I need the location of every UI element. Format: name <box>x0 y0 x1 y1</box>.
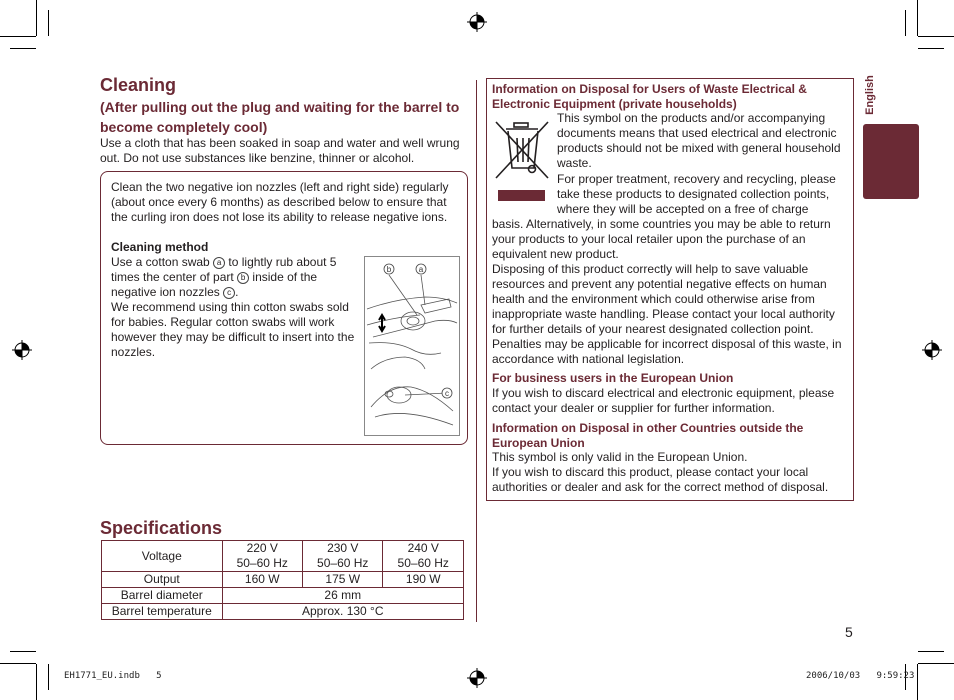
crop-mark <box>917 0 918 36</box>
voltage-cell: 220 V 50–60 Hz <box>222 541 302 572</box>
crop-mark <box>918 663 954 664</box>
output-cell: 190 W <box>383 572 464 588</box>
cleaning-method-text: Use a cotton swab a to lightly rub about 5 times the center of part b inside of the negative ion nozzles c . <box>111 255 337 299</box>
crop-mark <box>0 663 36 664</box>
disposal-resources-text: Disposing of this product correctly will help to save valuable resources and prevent any potential negative effects on human health and the environment which could otherwise arise from inappropriate waste handling. Please contact your local authority for further details of your nearest designated collection point. <box>492 262 835 336</box>
voltage-cell: 230 V 50–60 Hz <box>303 541 383 572</box>
outside-eu-text-1: This symbol is only valid in the European Union. <box>492 450 748 464</box>
footer-file-name: EH1771_EU.indb 5 <box>64 671 162 681</box>
barrel-temperature-value: Approx. 130 °C <box>222 604 463 620</box>
cleaning-method-heading: Cleaning method <box>111 240 209 254</box>
crop-mark <box>918 651 944 652</box>
crossed-out-wheelie-bin-icon <box>492 118 552 204</box>
crop-mark <box>0 36 36 37</box>
language-tab <box>863 124 919 199</box>
disposal-alternative-text: basis. Alternatively, in some countries you may be able to return your products to your local retailer upon the purchase of an equivalent new product. <box>492 217 831 261</box>
footer-timestamp: 2006/10/03 9:59:23 <box>806 671 915 681</box>
registration-mark-icon <box>467 12 487 32</box>
column-divider <box>476 80 477 622</box>
crop-mark <box>918 48 944 49</box>
disposal-heading: Information on Disposal for Users of Waste Electrical & Electronic Equipment (private households) <box>492 82 807 111</box>
business-users-heading: For business users in the European Union <box>492 371 734 385</box>
crop-mark <box>905 10 906 36</box>
svg-text:a: a <box>418 265 424 274</box>
table-row <box>102 588 464 604</box>
table-row <box>102 541 464 572</box>
table-row <box>102 572 464 588</box>
nozzle-cleaning-illustration <box>364 256 460 436</box>
crop-mark <box>10 48 36 49</box>
label-b-icon: b <box>237 272 249 284</box>
registration-mark-icon <box>12 340 32 360</box>
language-label: English <box>864 75 876 115</box>
crop-mark <box>917 664 918 700</box>
cleaning-box-intro: Clean the two negative ion nozzles (left and right side) regularly (about once every 6 months) as described below to ensure that the curling iron does not lose its ability to release negative ions. <box>111 180 449 224</box>
crop-mark <box>36 0 37 36</box>
crop-mark <box>36 664 37 700</box>
outside-eu-text-2: If you wish to discard this product, please contact your local authorities or dealer and ask for the correct method of disposal. <box>492 465 829 494</box>
cleaning-subtitle: (After pulling out the plug and waiting for the barrel to become completely cool) <box>100 99 460 135</box>
page-number: 5 <box>845 624 853 640</box>
business-users-text: If you wish to discard electrical and electronic equipment, please contact your dealer or supplier for further information. <box>492 386 835 415</box>
svg-text:c: c <box>445 389 449 398</box>
barrel-diameter-label: Barrel diameter <box>102 588 223 604</box>
disposal-penalties-text: Penalties may be applicable for incorrect disposal of this waste, in accordance with national legislation. <box>492 337 842 366</box>
curling-iron-drawing-icon <box>365 257 459 435</box>
voltage-label: Voltage <box>102 541 223 572</box>
cleaning-intro: Use a cloth that has been soaked in soap and water and well wrung out. Do not use substances like benzine, thinner or alcohol. <box>100 136 460 165</box>
output-cell: 160 W <box>222 572 302 588</box>
label-a-icon: a <box>213 257 225 269</box>
barrel-temperature-label: Barrel temperature <box>102 604 223 620</box>
specifications-table <box>101 540 464 620</box>
table-row <box>102 604 464 620</box>
crop-mark <box>48 664 49 690</box>
registration-mark-icon <box>467 668 487 688</box>
cleaning-title: Cleaning <box>100 75 177 95</box>
crop-mark <box>48 10 49 36</box>
registration-mark-icon <box>922 340 942 360</box>
svg-text:b: b <box>386 265 392 274</box>
output-label: Output <box>102 572 223 588</box>
disposal-treatment-text: For proper treatment, recovery and recycling, please take these products to designated collection points, where they will be accepted on a free of charge <box>557 172 836 216</box>
barrel-diameter-value: 26 mm <box>222 588 463 604</box>
outside-eu-heading: Information on Disposal in other Countries outside the European Union <box>492 421 804 450</box>
cleaning-method-recommendation: We recommend using thin cotton swabs sold for babies. Regular cotton swabs will work however they may be difficult to insert into the nozzles. <box>111 300 355 359</box>
crop-mark <box>918 36 954 37</box>
label-c-icon: c <box>223 287 235 299</box>
crop-mark <box>10 651 36 652</box>
disposal-symbol-meaning: This symbol on the products and/or accompanying documents means that used electrical and electronic products should not be mixed with general household waste. <box>557 111 841 170</box>
voltage-cell: 240 V 50–60 Hz <box>383 541 464 572</box>
output-cell: 175 W <box>303 572 383 588</box>
specifications-title: Specifications <box>100 518 223 538</box>
